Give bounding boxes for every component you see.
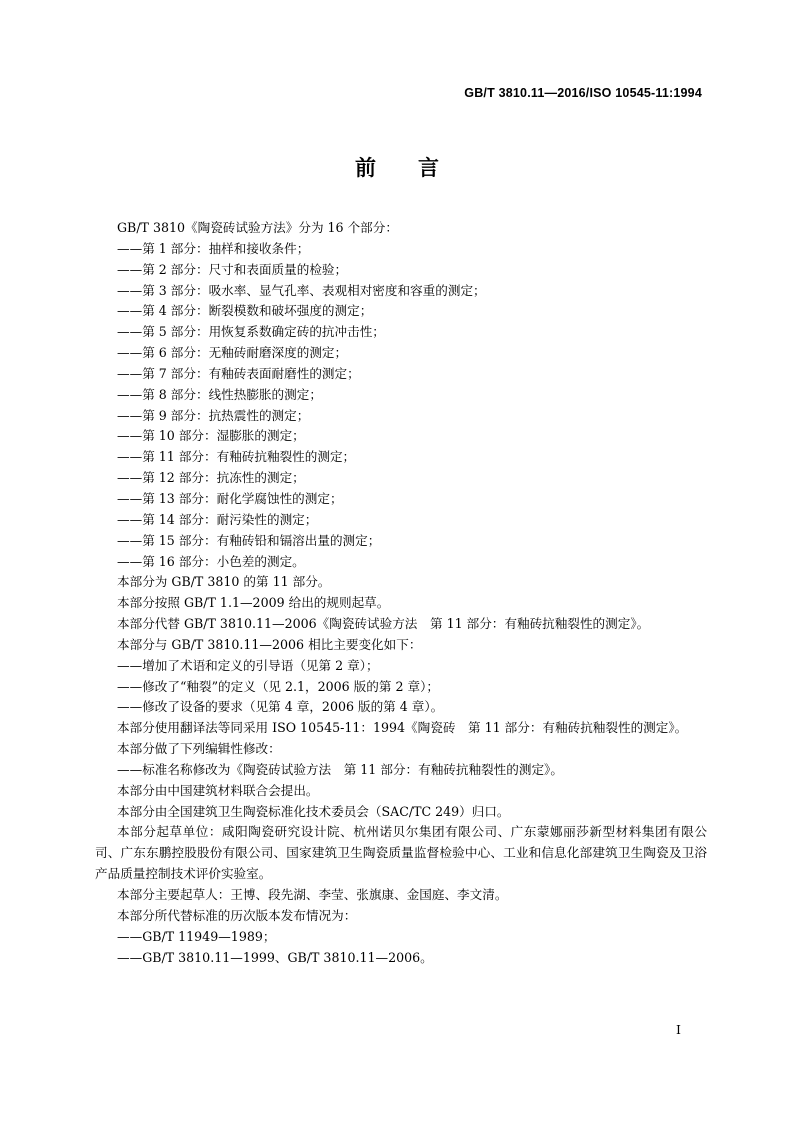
- text-line: 本部分由中国建筑材料联合会提出。: [117, 782, 319, 798]
- text-line: 本部分所代替标准的历次版本发布情况为：: [117, 907, 357, 923]
- list-item: ——第 13 部分：耐化学腐蚀性的测定；: [117, 490, 343, 506]
- list-item: ——第 4 部分：断裂模数和破坏强度的测定；: [117, 303, 373, 319]
- list-item: ——第 15 部分：有釉砖铅和镉溶出量的测定；: [117, 532, 381, 548]
- list-item: ——第 7 部分：有釉砖表面耐磨性的测定；: [117, 365, 360, 381]
- list-item: ——第 5 部分：用恢复系数确定砖的抗冲击性；: [117, 324, 385, 340]
- list-item: ——第 14 部分：耐污染性的测定；: [117, 511, 318, 527]
- list-item: ——修改了设备的要求（见第 4 章，2006 版的第 4 章）。: [117, 699, 444, 715]
- list-item: ——GB/T 3810.11—1999、GB/T 3810.11—2006。: [117, 949, 433, 965]
- text-line: 本部分按照 GB/T 1.1—2009 给出的规则起草。: [117, 595, 390, 611]
- list-item: ——第 6 部分：无釉砖耐磨深度的测定；: [117, 345, 348, 361]
- list-item: ——增加了术语和定义的引导语（见第 2 章）；: [117, 657, 379, 673]
- list-item: ——第 11 部分：有釉砖抗釉裂性的测定；: [117, 449, 356, 465]
- text-line: 本部分由全国建筑卫生陶瓷标准化技术委员会（SAC/TC 249）归口。: [117, 803, 510, 819]
- list-item: ——标准名称修改为《陶瓷砖试验方法 第 11 部分：有釉砖抗釉裂性的测定》。: [117, 761, 563, 777]
- list-item: ——第 2 部分：尺寸和表面质量的检验；: [117, 261, 348, 277]
- list-item: ——第 8 部分：线性热膨胀的测定；: [117, 386, 322, 402]
- standard-number-header: GB/T 3810.11—2016/ISO 10545-11:1994: [464, 86, 702, 100]
- list-item: ——GB/T 11949—1989；: [117, 928, 276, 944]
- list-item: ——第 10 部分：湿膨胀的测定；: [117, 428, 305, 444]
- foreword-body: [95, 218, 707, 968]
- list-item: ——第 3 部分：吸水率、显气孔率、表观相对密度和容重的测定；: [117, 282, 486, 298]
- page-title: 前言: [355, 156, 481, 180]
- list-item: ——修改了“釉裂”的定义（见 2.1，2006 版的第 2 章）；: [117, 678, 439, 694]
- text-line: 本部分主要起草人：王博、段先湖、李莹、张旗康、金国庭、李文清。: [117, 887, 508, 902]
- list-item: ——第 1 部分：抽样和接收条件；: [117, 240, 310, 256]
- text-line: GB/T 3810《陶瓷砖试验方法》分为 16 个部分：: [117, 220, 398, 235]
- text-line: 本部分与 GB/T 3810.11—2006 相比主要变化如下：: [117, 636, 422, 652]
- list-item: ——第 9 部分：抗热震性的测定；: [117, 407, 310, 423]
- text-line: 本部分使用翻译法等同采用 ISO 10545-11：1994《陶瓷砖 第 11 部分：有釉砖抗釉裂性的测定》。: [117, 720, 688, 736]
- text-line: 本部分代替 GB/T 3810.11—2006《陶瓷砖试验方法 第 11 部分：有釉砖抗釉裂性的测定》。: [117, 616, 650, 632]
- drafting-units-paragraph: 本部分起草单位：咸阳陶瓷研究设计院、杭州诺贝尔集团有限公司、广东蒙娜丽莎新型材料集团有限公司、广东东鹏控股股份有限公司、国家建筑卫生陶瓷质量监督检验中心、工业和信息化部建筑卫生陶瓷及卫浴产品质量控制技术评价实验室。: [95, 824, 707, 882]
- list-item: ——第 12 部分：抗冻性的测定；: [117, 470, 305, 486]
- text-line: 本部分为 GB/T 3810 的第 11 部分。: [117, 574, 331, 590]
- text-line: 本部分做了下列编辑性修改：: [117, 741, 281, 757]
- list-item: ——第 16 部分：小色差的测定。: [117, 553, 305, 569]
- page-number: I: [676, 1022, 681, 1037]
